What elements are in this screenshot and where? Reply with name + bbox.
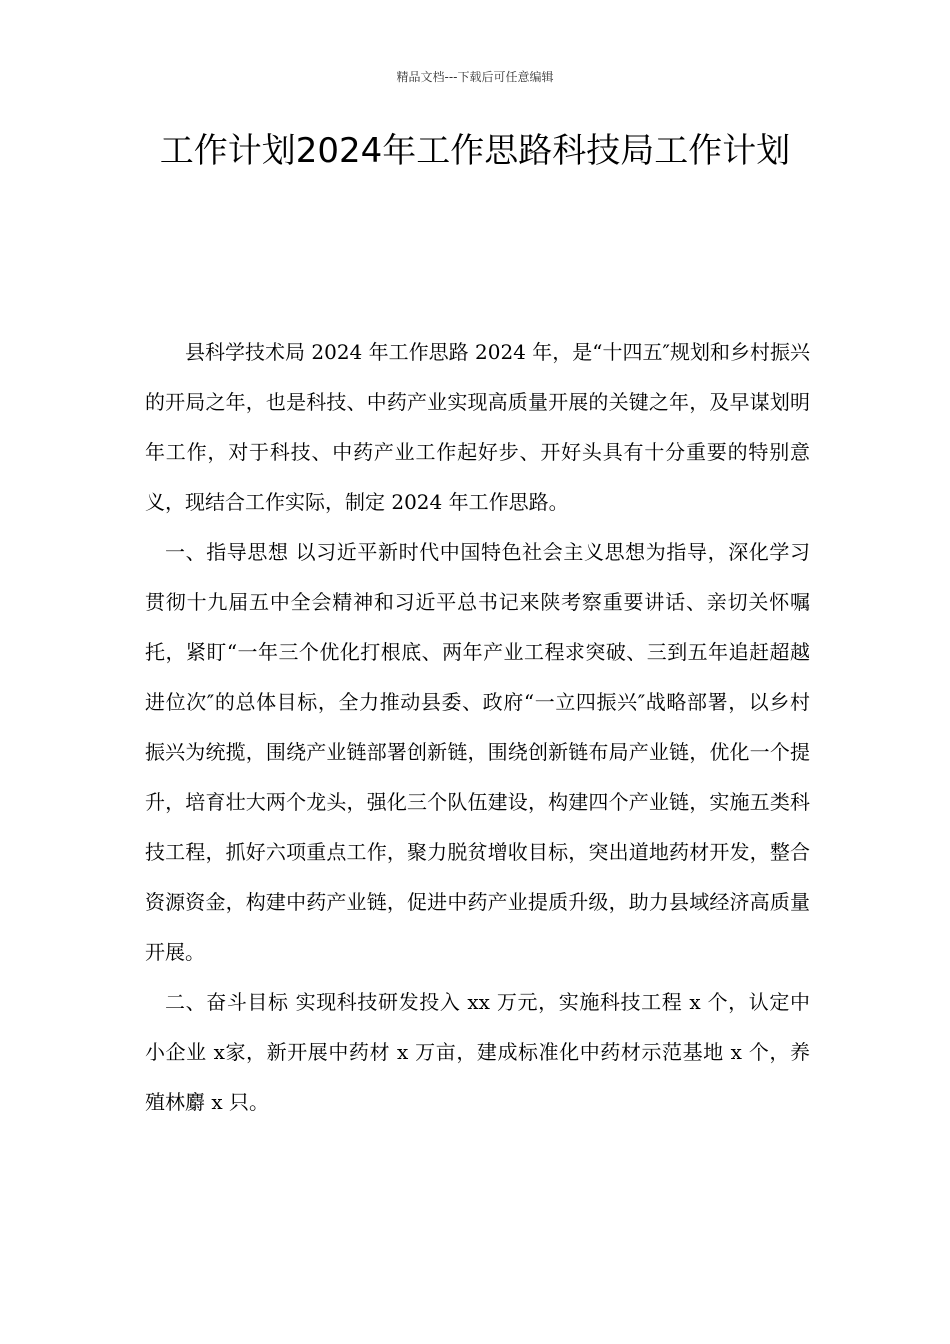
paragraph-goals: 二、奋斗目标 实现科技研发投入 xx 万元，实施科技工程 x 个，认定中小企业 x家，新开展中药材 x 万亩，建成标准化中药材示范基地 x 个，养殖林麝 x 只。: [145, 990, 810, 1114]
paragraph-guiding-ideology: 一、指导思想 以习近平新时代中国特色社会主义思想为指导，深化学习贯彻十九届五中全会精神和习近平总书记来陕考察重要讲话、亲切关怀嘱托，紧盯“一年三个优化打根底、两年产业工程求突破、三到五年追赶超越进位次″的总体目标，全力推动县委、政府“一立四振兴″战略部署，以乡村振兴为统揽，围绕产业链部署创新链，围绕创新链布局产业链，优化一个提升，培育壮大两个龙头，强化三个队伍建设，构建四个产业链，实施五类科技工程，抓好六项重点工作，聚力脱贫增收目标，突出道地药材开发，整合资源资金，构建中药产业链，促进中药产业提质升级，助力县域经济高质量开展。: [145, 540, 810, 964]
paragraph-intro: 县科学技术局 2024 年工作思路 2024 年，是“十四五″规划和乡村振兴的开局之年，也是科技、中药产业实现高质量开展的关键之年，及早谋划明年工作，对于科技、中药产业工作起好步、开好头具有十分重要的特别意义，现结合工作实际，制定 2024 年工作思路。: [145, 340, 810, 514]
document-body: [145, 327, 810, 1127]
document-title: 工作计划2024年工作思路科技局工作计划: [159, 131, 791, 171]
page-header: 精品文档---下载后可任意编辑: [396, 70, 554, 84]
